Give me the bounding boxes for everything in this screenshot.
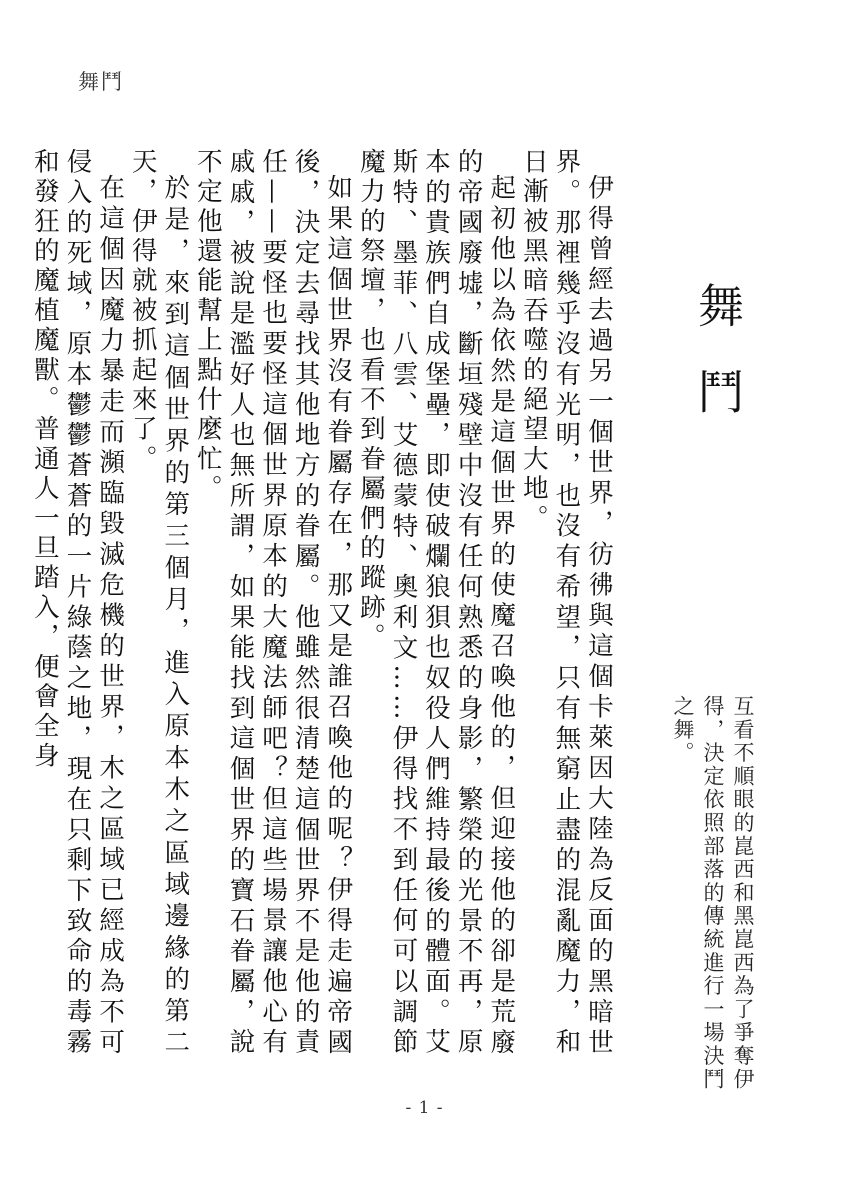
chapter-title: 舞鬥 <box>691 282 745 454</box>
page-number: - 1 - <box>405 1098 444 1118</box>
body-text <box>29 148 615 1058</box>
body-paragraph: 在這個因魔力暴走而瀕臨毀滅危機的世界，木之區域已經成為不可侵入的死域，原本鬱鬱蒼蒼的一片綠蔭之地，現在只剩下致命的毒霧和發狂的魔植魔獸。普通人一旦踏入，便會全身 <box>29 148 126 1058</box>
body-paragraph: 伊得曾經去過另一個世界，彷彿與這個卡萊因大陸為反面的黑暗世界。那裡幾乎沒有光明，也沒有希望，只有無窮止盡的混亂魔力，和日漸被黑暗吞噬的絕望大地。 <box>518 148 614 1058</box>
chapter-synopsis: 互看不順眼的崑西和黑崑西為了爭奪伊得，決定依照部落的傳統進行一場決鬥之舞。 <box>671 695 755 1092</box>
body-paragraph: 起初他以為依然是這個世界的使魔召喚他的，但迎接他的卻是荒廢的帝國廢墟，斷垣殘壁中沒有任何熟悉的身影，繁榮的光景不再，原本的貴族們自成堡壘，即使破爛狼狽也奴役人們維持最後的體面。艾斯特、墨菲、八雲、艾德蒙特、奧利文……伊得找不到任何可以調節魔力的祭壇，也看不到眷屬們的蹤跡。 <box>355 148 517 1058</box>
body-paragraph: 於是，來到這個世界的第三個月，進入原本木之區域邊緣的第二天，伊得就被抓起來了。 <box>127 148 191 1058</box>
running-header: 舞鬥 <box>78 70 124 94</box>
body-paragraph: 如果這個世界沒有眷屬存在，那又是誰召喚他的呢？伊得走遍帝國後，決定去尋找其他地方的眷屬。他雖然很清楚這個世界不是他的責任——要怪也要怪這個世界原本的大魔法師吧？但這些場景讓他心有戚戚，被說是濫好人也無所謂，如果能找到這個世界的寶石眷屬，說不定他還能幫上點什麼忙。 <box>192 148 354 1058</box>
